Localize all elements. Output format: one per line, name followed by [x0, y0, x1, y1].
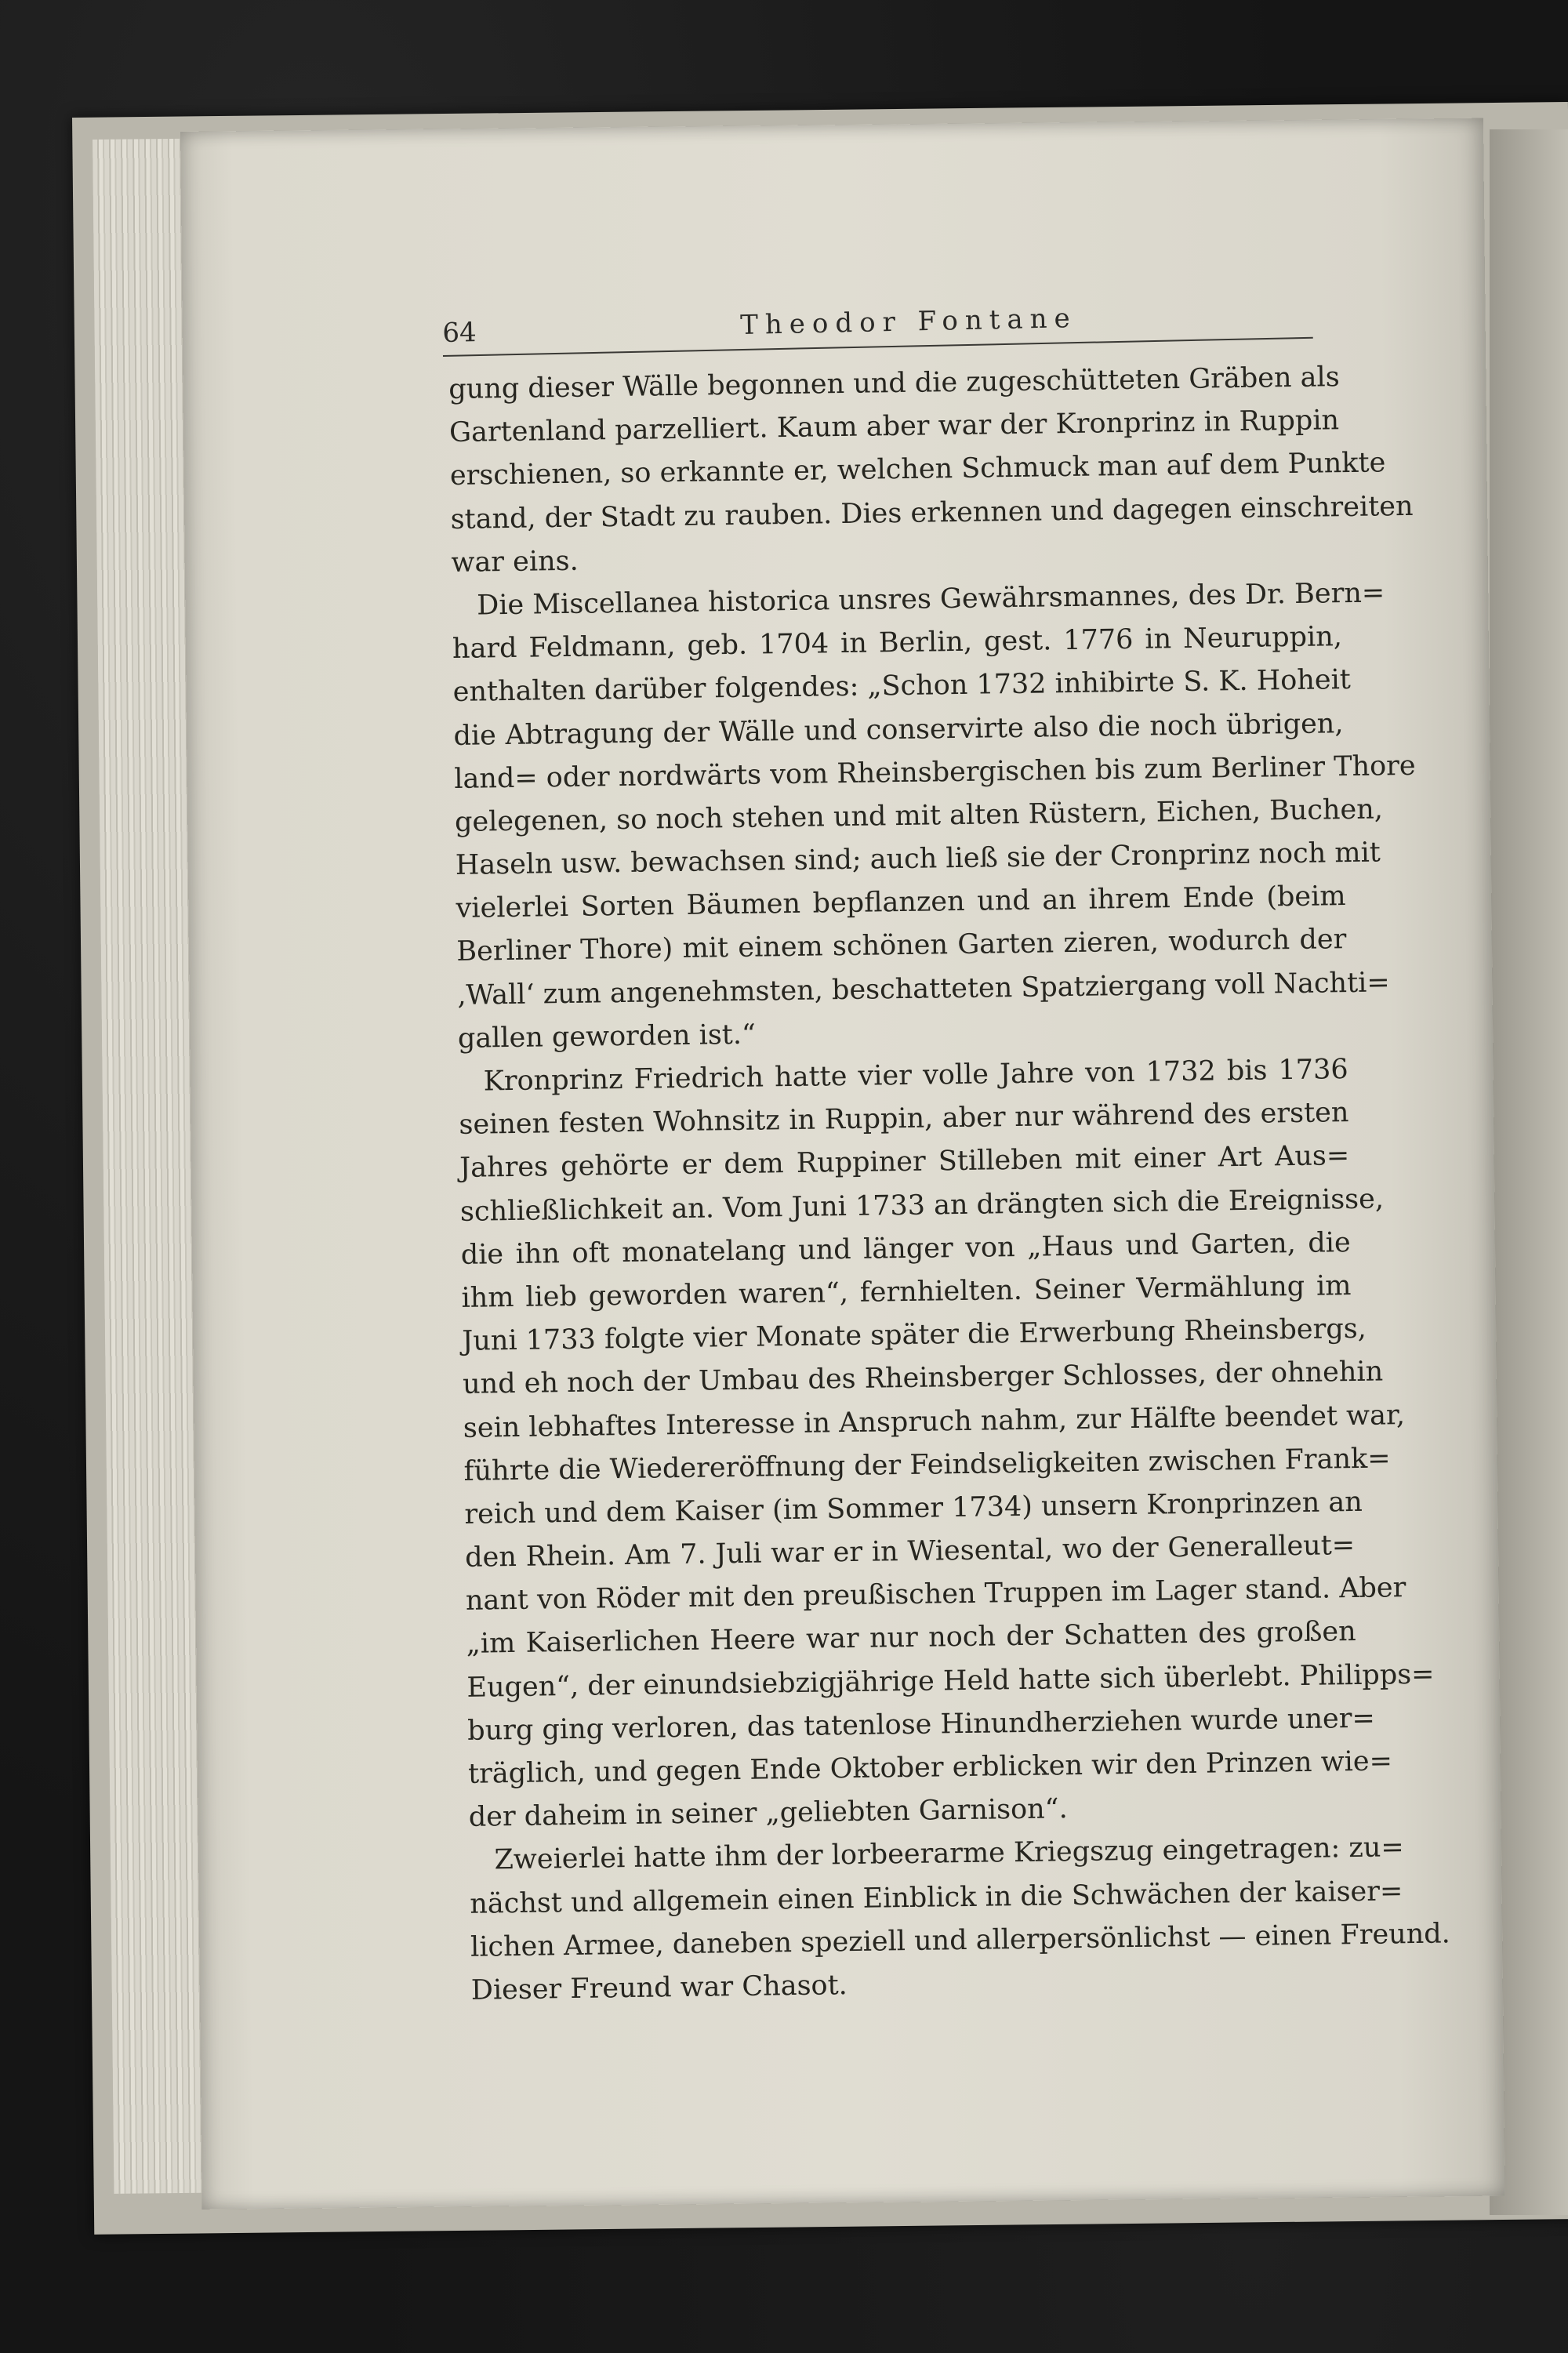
text-line: Eugen“, der einundsiebzigjährige Held hatte sich überlebt. Philipps=	[466, 1658, 1435, 1704]
text-line: reich und dem Kaiser (im Sommer 1734) unsern Kronprinzen an	[464, 1486, 1363, 1531]
text-line: erschienen, so erkannte er, welchen Schmuck man auf dem Punkte	[449, 447, 1386, 492]
text-line: der daheim in seiner „geliebten Garnison“.	[468, 1793, 1068, 1834]
text-line: träglich, und gegen Ende Oktober erblicken wir den Prinzen wie=	[467, 1745, 1393, 1790]
text-line: seinen festen Wohnsitz in Ruppin, aber nur während des ersten	[459, 1097, 1349, 1142]
text-line: enthalten darüber folgendes: „Schon 1732 inhibirte S. K. Hoheit	[452, 664, 1352, 709]
text-line: lichen Armee, daneben speziell und allerpersönlichst — einen Freund.	[470, 1918, 1451, 1963]
text-line: Juni 1733 folgte vier Monate später die Erwerbung Rheinsbergs,	[462, 1313, 1367, 1358]
text-line: ihm lieb geworden waren“, fernhielten. Seiner Vermählung im	[461, 1269, 1352, 1314]
text-line: sein lebhaftes Interesse in Anspruch nahm, zur Hälfte beendet war,	[463, 1399, 1406, 1444]
text-line: die ihn oft monatelang und länger von „Haus und Garten, die	[460, 1226, 1351, 1271]
text-line: Haseln usw. bewachsen sind; auch ließ sie der Cronprinz noch mit	[455, 837, 1381, 881]
text-line: Jahres gehörte er dem Ruppiner Stilleben mit einer Art Aus=	[459, 1140, 1350, 1185]
text-line: Gartenland parzelliert. Kaum aber war der Kronprinz in Ruppin	[448, 405, 1340, 449]
text-line: war eins.	[451, 545, 579, 579]
text-line: gung dieser Wälle begonnen und die zugeschütteten Gräben als	[448, 361, 1340, 405]
text-line: schließlichkeit an. Vom Juni 1733 an drängten sich die Ereignisse,	[459, 1183, 1385, 1228]
text-line: ‚Wall‘ zum angenehmsten, beschatteten Spatziergang voll Nachti=	[456, 966, 1390, 1011]
body-text	[448, 356, 1451, 2013]
text-line: und eh noch der Umbau des Rheinsberger Schlosses, der ohnehin	[462, 1356, 1384, 1401]
text-line: nant von Röder mit den preußischen Truppen im Lager stand. Aber	[465, 1572, 1406, 1618]
text-line: Dieser Freund war Chasot.	[470, 1970, 848, 2006]
text-line: Kronprinz Friedrich hatte vier volle Jahre von 1732 bis 1736	[483, 1054, 1348, 1098]
text-line: Die Miscellanea historica unsres Gewährsmannes, des Dr. Bern=	[476, 577, 1385, 622]
text-line: gallen geworden ist.“	[457, 1019, 757, 1055]
text-line: burg ging verloren, das tatenlose Hinundherziehen wurde uner=	[466, 1702, 1376, 1747]
text-line: führte die Wiedereröffnung der Feindseligkeiten zwischen Frank=	[463, 1443, 1391, 1487]
text-line: stand, der Stadt zu rauben. Dies erkennen und dagegen einschreiten	[450, 490, 1414, 536]
text-line: die Abtragung der Wälle und conservirte also die noch übrigen,	[453, 707, 1344, 752]
text-line: land= oder nordwärts vom Rheinsbergischen bis zum Berliner Thore	[454, 750, 1416, 795]
text-line: hard Feldmann, geb. 1704 in Berlin, gest. 1776 in Neuruppin,	[452, 621, 1343, 666]
page-number: 64	[441, 317, 477, 350]
text-line: „im Kaiserlichen Heere war nur noch der Schatten des großen	[466, 1616, 1356, 1661]
text-line: den Rhein. Am 7. Juli war er in Wiesental, wo der Generalleut=	[464, 1530, 1356, 1574]
text-line: vielerlei Sorten Bäumen bepflanzen und an ihrem Ende (beim	[456, 881, 1346, 925]
text-line: gelegenen, so noch stehen und mit alten Rüstern, Eichen, Buchen,	[454, 793, 1384, 838]
text-line: nächst und allgemein einen Einblick in die Schwächen der kaiser=	[470, 1875, 1403, 1920]
text-line: Berliner Thore) mit einem schönen Garten zieren, wodurch der	[456, 924, 1347, 968]
text-line: Zweierlei hatte ihm der lorbeerarme Kriegszug eingetragen: zu=	[494, 1832, 1404, 1876]
running-title: Theodor Fontane	[739, 303, 1078, 342]
